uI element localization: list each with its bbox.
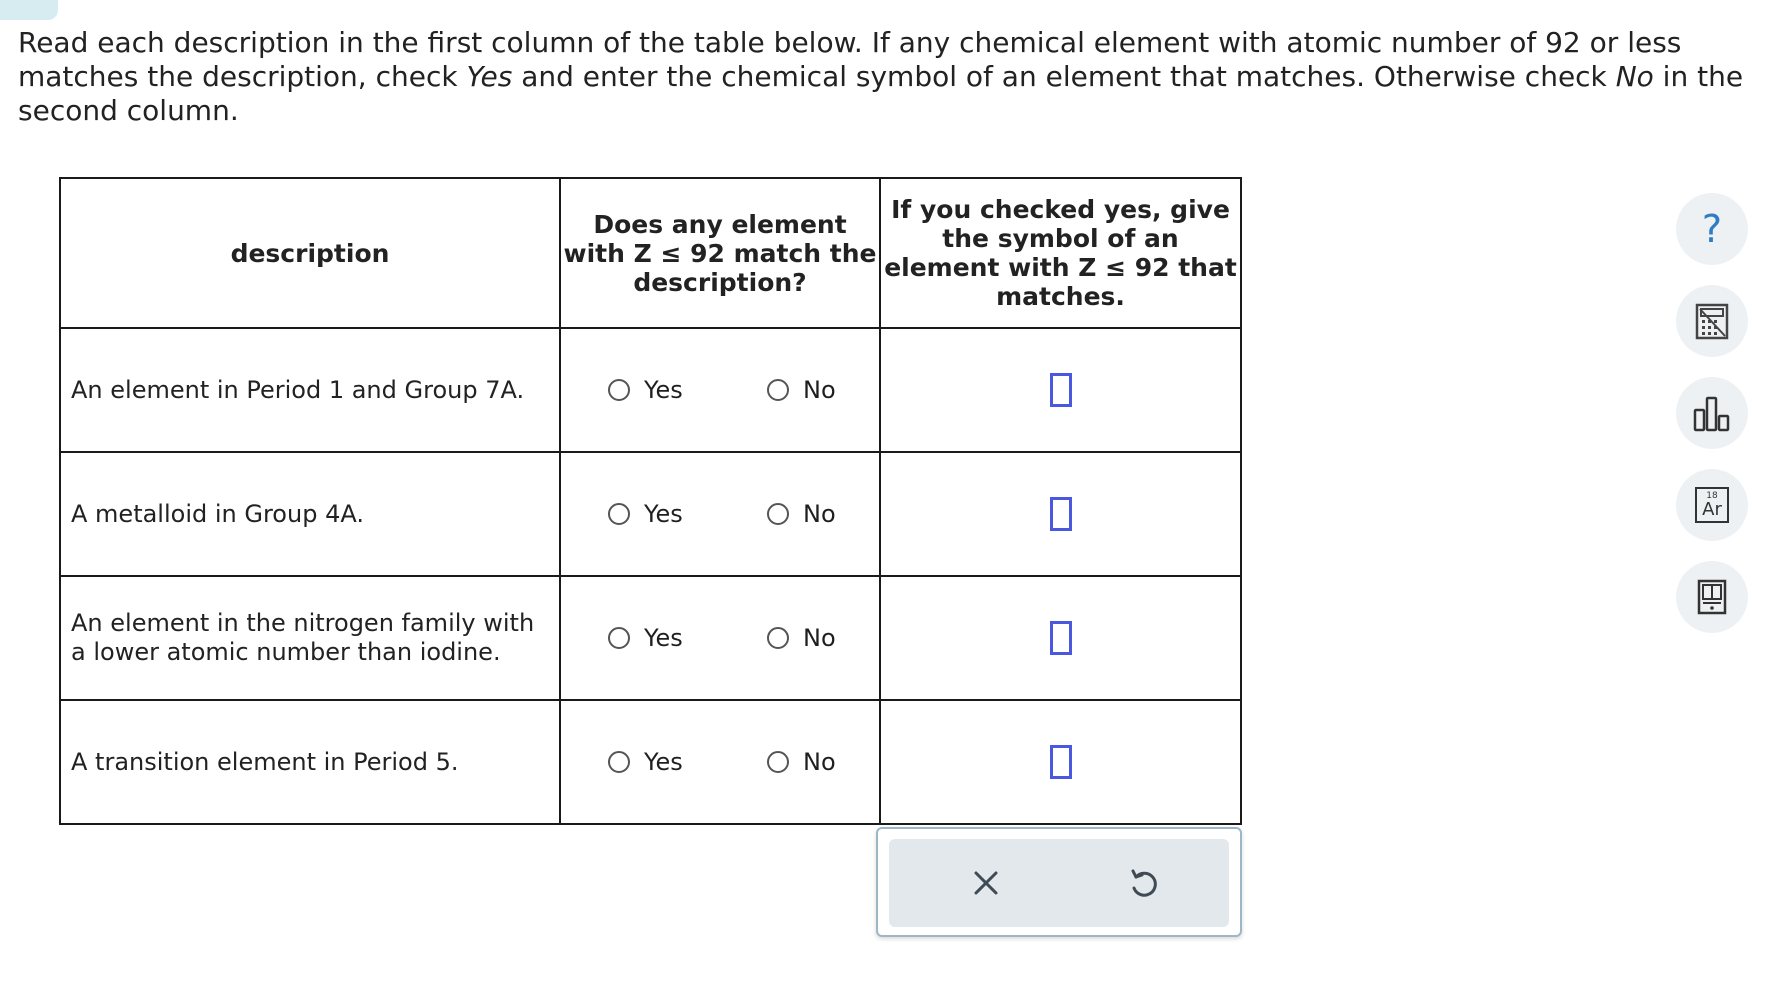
yes-radio-option[interactable]: [608, 624, 683, 652]
no-label: No: [803, 748, 836, 776]
no-radio-option[interactable]: [767, 748, 836, 776]
no-label: No: [803, 500, 836, 528]
top-tab[interactable]: [0, 0, 58, 20]
answer-action-panel: [876, 827, 1242, 937]
instructions-no-word: No: [1615, 60, 1654, 93]
symbol-cell: [880, 576, 1241, 700]
periodic-table-icon: [1695, 487, 1729, 523]
yes-radio-option[interactable]: [608, 500, 683, 528]
symbol-input[interactable]: [1050, 745, 1072, 779]
header-symbol: If you checked yes, give the symbol of an element with Z ≤ 92 that matches.: [880, 178, 1241, 328]
yes-label: Yes: [644, 500, 683, 528]
yes-label: Yes: [644, 624, 683, 652]
answer-cell: [560, 328, 880, 452]
header-description: description: [60, 178, 560, 328]
no-radio-button[interactable]: [767, 379, 789, 401]
no-radio-button[interactable]: [767, 751, 789, 773]
action-bar: [889, 839, 1229, 927]
yes-radio-option[interactable]: [608, 376, 683, 404]
calculator-button[interactable]: [1676, 285, 1748, 357]
no-label: No: [803, 376, 836, 404]
yes-radio-button[interactable]: [608, 503, 630, 525]
data-chart-button[interactable]: [1676, 377, 1748, 449]
answer-cell: [560, 576, 880, 700]
symbol-cell: [880, 328, 1241, 452]
no-radio-option[interactable]: [767, 376, 836, 404]
no-label: No: [803, 624, 836, 652]
instructions-part1: Read each description in the first column of the table below. If any chemical element with atomic number of 92 or less matches the description, check: [18, 26, 1682, 93]
no-radio-option[interactable]: [767, 624, 836, 652]
header-question: Does any element with Z ≤ 92 match the description?: [560, 178, 880, 328]
undo-button[interactable]: [1118, 858, 1168, 908]
row-description: A metalloid in Group 4A.: [60, 452, 560, 576]
symbol-input[interactable]: [1050, 621, 1072, 655]
instructions-text: [18, 26, 1758, 128]
yes-radio-button[interactable]: [608, 379, 630, 401]
table-row: [60, 576, 1241, 700]
symbol-cell: [880, 452, 1241, 576]
no-radio-button[interactable]: [767, 627, 789, 649]
instructions-part2: and enter the chemical symbol of an element that matches. Otherwise check: [512, 60, 1616, 93]
yes-radio-option[interactable]: [608, 748, 683, 776]
no-radio-button[interactable]: [767, 503, 789, 525]
periodic-symbol: Ar: [1702, 498, 1722, 520]
yes-label: Yes: [644, 748, 683, 776]
bar-chart-icon: [1691, 392, 1733, 434]
instructions-yes-word: Yes: [466, 60, 513, 93]
help-icon: ?: [1701, 207, 1723, 251]
calculator-icon: [1692, 301, 1732, 341]
yes-radio-button[interactable]: [608, 751, 630, 773]
row-description: A transition element in Period 5.: [60, 700, 560, 824]
answer-cell: [560, 452, 880, 576]
table-row: [60, 328, 1241, 452]
symbol-cell: [880, 700, 1241, 824]
no-radio-option[interactable]: [767, 500, 836, 528]
instructions-part3: in the second column.: [18, 60, 1744, 127]
x-icon: [971, 868, 1001, 898]
book-icon: [1692, 577, 1732, 617]
help-button[interactable]: [1676, 193, 1748, 265]
row-description: An element in the nitrogen family with a lower atomic number than iodine.: [60, 576, 560, 700]
undo-icon: [1126, 866, 1160, 900]
side-toolbar: [1676, 193, 1748, 653]
yes-label: Yes: [644, 376, 683, 404]
periodic-table-button[interactable]: [1676, 469, 1748, 541]
yes-radio-button[interactable]: [608, 627, 630, 649]
clear-button[interactable]: [961, 858, 1011, 908]
table-row: [60, 452, 1241, 576]
table-header-row: [60, 178, 1241, 328]
symbol-input[interactable]: [1050, 497, 1072, 531]
symbol-input[interactable]: [1050, 373, 1072, 407]
table-row: [60, 700, 1241, 824]
element-table: [59, 177, 1242, 825]
row-description: An element in Period 1 and Group 7A.: [60, 328, 560, 452]
periodic-number: 18: [1706, 490, 1718, 501]
textbook-button[interactable]: [1676, 561, 1748, 633]
answer-cell: [560, 700, 880, 824]
